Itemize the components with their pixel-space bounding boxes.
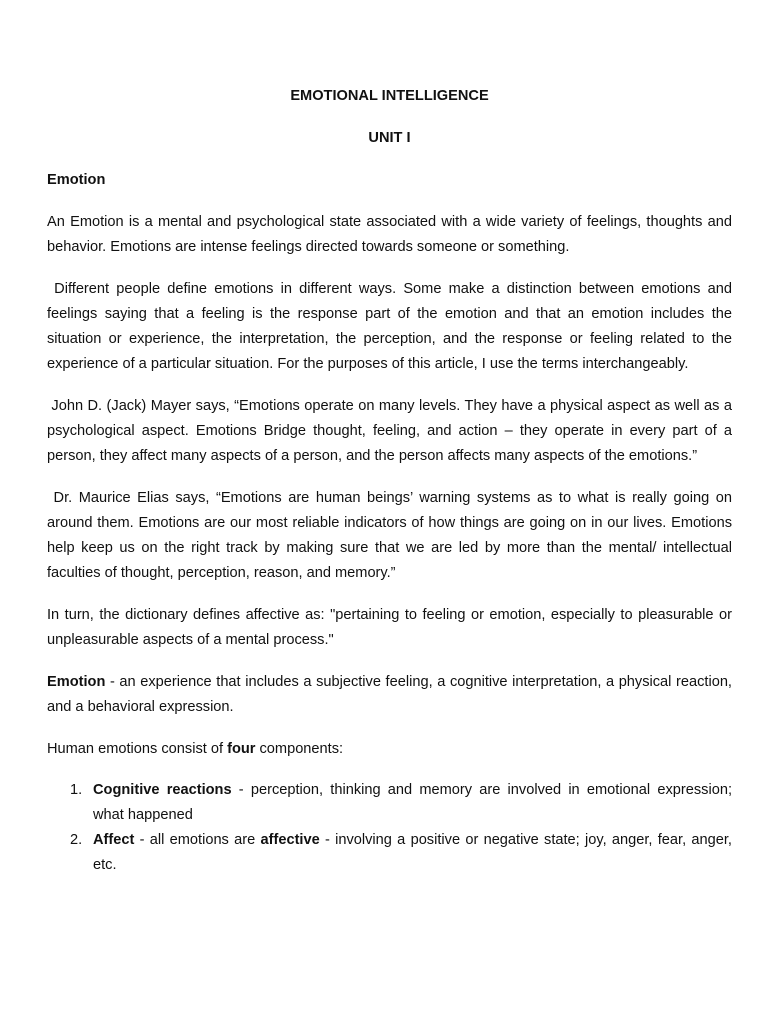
paragraph-mayer-quote: John D. (Jack) Mayer says, “Emotions operate on many levels. They have a physical aspect as well as a psychological aspect. Emotions Bridge thought, feeling, and action – they operate in every part of a person, they affect many aspects of a person, and the person affects many aspects of the emotions.”	[47, 398, 732, 464]
paragraph-intro: An Emotion is a mental and psychological state associated with a wide variety of feelings, thoughts and behavior. Emotions are intense feelings directed towards someone or something.	[47, 214, 732, 255]
paragraph-definitions: Different people define emotions in different ways. Some make a distinction between emotions and feelings saying that a feeling is the response part of the emotion and that an emotion includes the situation or experience, the interpretation, the perception, and the response or feeling related to the experience of a particular situation. For the purposes of this article, I use the terms interchangeably.	[47, 281, 732, 372]
list-item	[47, 828, 732, 878]
components-intro-after: components:	[255, 741, 344, 757]
list-item-term: Affect	[93, 832, 135, 848]
list-item-term: Cognitive reactions	[93, 782, 232, 798]
list-item	[47, 778, 732, 828]
document-body	[47, 84, 732, 878]
list-item-number: 1.	[70, 782, 83, 798]
components-intro-before: Human emotions consist of	[47, 741, 228, 757]
definition-text: - an experience that includes a subjective feeling, a cognitive interpretation, a physical reaction, and a behavioral expression.	[47, 674, 732, 715]
paragraph-elias-quote: Dr. Maurice Elias says, “Emotions are human beings’ warning systems as to what is really going on around them. Emotions are our most reliable indicators of how things are going on in our lives. Emotions help keep us on the right track by making sure that we are led by more than the mental/ intellectual faculties of thought, perception, reason, and memory.”	[47, 490, 732, 581]
components-list	[47, 778, 732, 878]
list-item-text: - perception, thinking and memory are involved in emotional expression; what happened	[93, 782, 732, 823]
components-intro-count: four	[227, 741, 256, 757]
document-title: EMOTIONAL INTELLIGENCE	[290, 88, 489, 104]
definition-term: Emotion	[47, 674, 106, 690]
paragraph-dictionary: In turn, the dictionary defines affective as: "pertaining to feeling or emotion, especially to pleasurable or unpleasurable aspects of a mental process."	[47, 607, 732, 648]
section-heading: Emotion	[47, 172, 106, 188]
paragraph-emotion-definition	[47, 670, 732, 720]
list-item-number: 2.	[70, 832, 83, 848]
list-item-text-after: - involving a positive or negative state; joy, anger, fear, anger, etc.	[93, 832, 732, 873]
unit-heading: UNIT I	[368, 130, 411, 146]
paragraph-components-intro	[47, 737, 732, 762]
list-item-text-before: - all emotions are	[134, 832, 261, 848]
list-item-bold-word: affective	[260, 832, 320, 848]
